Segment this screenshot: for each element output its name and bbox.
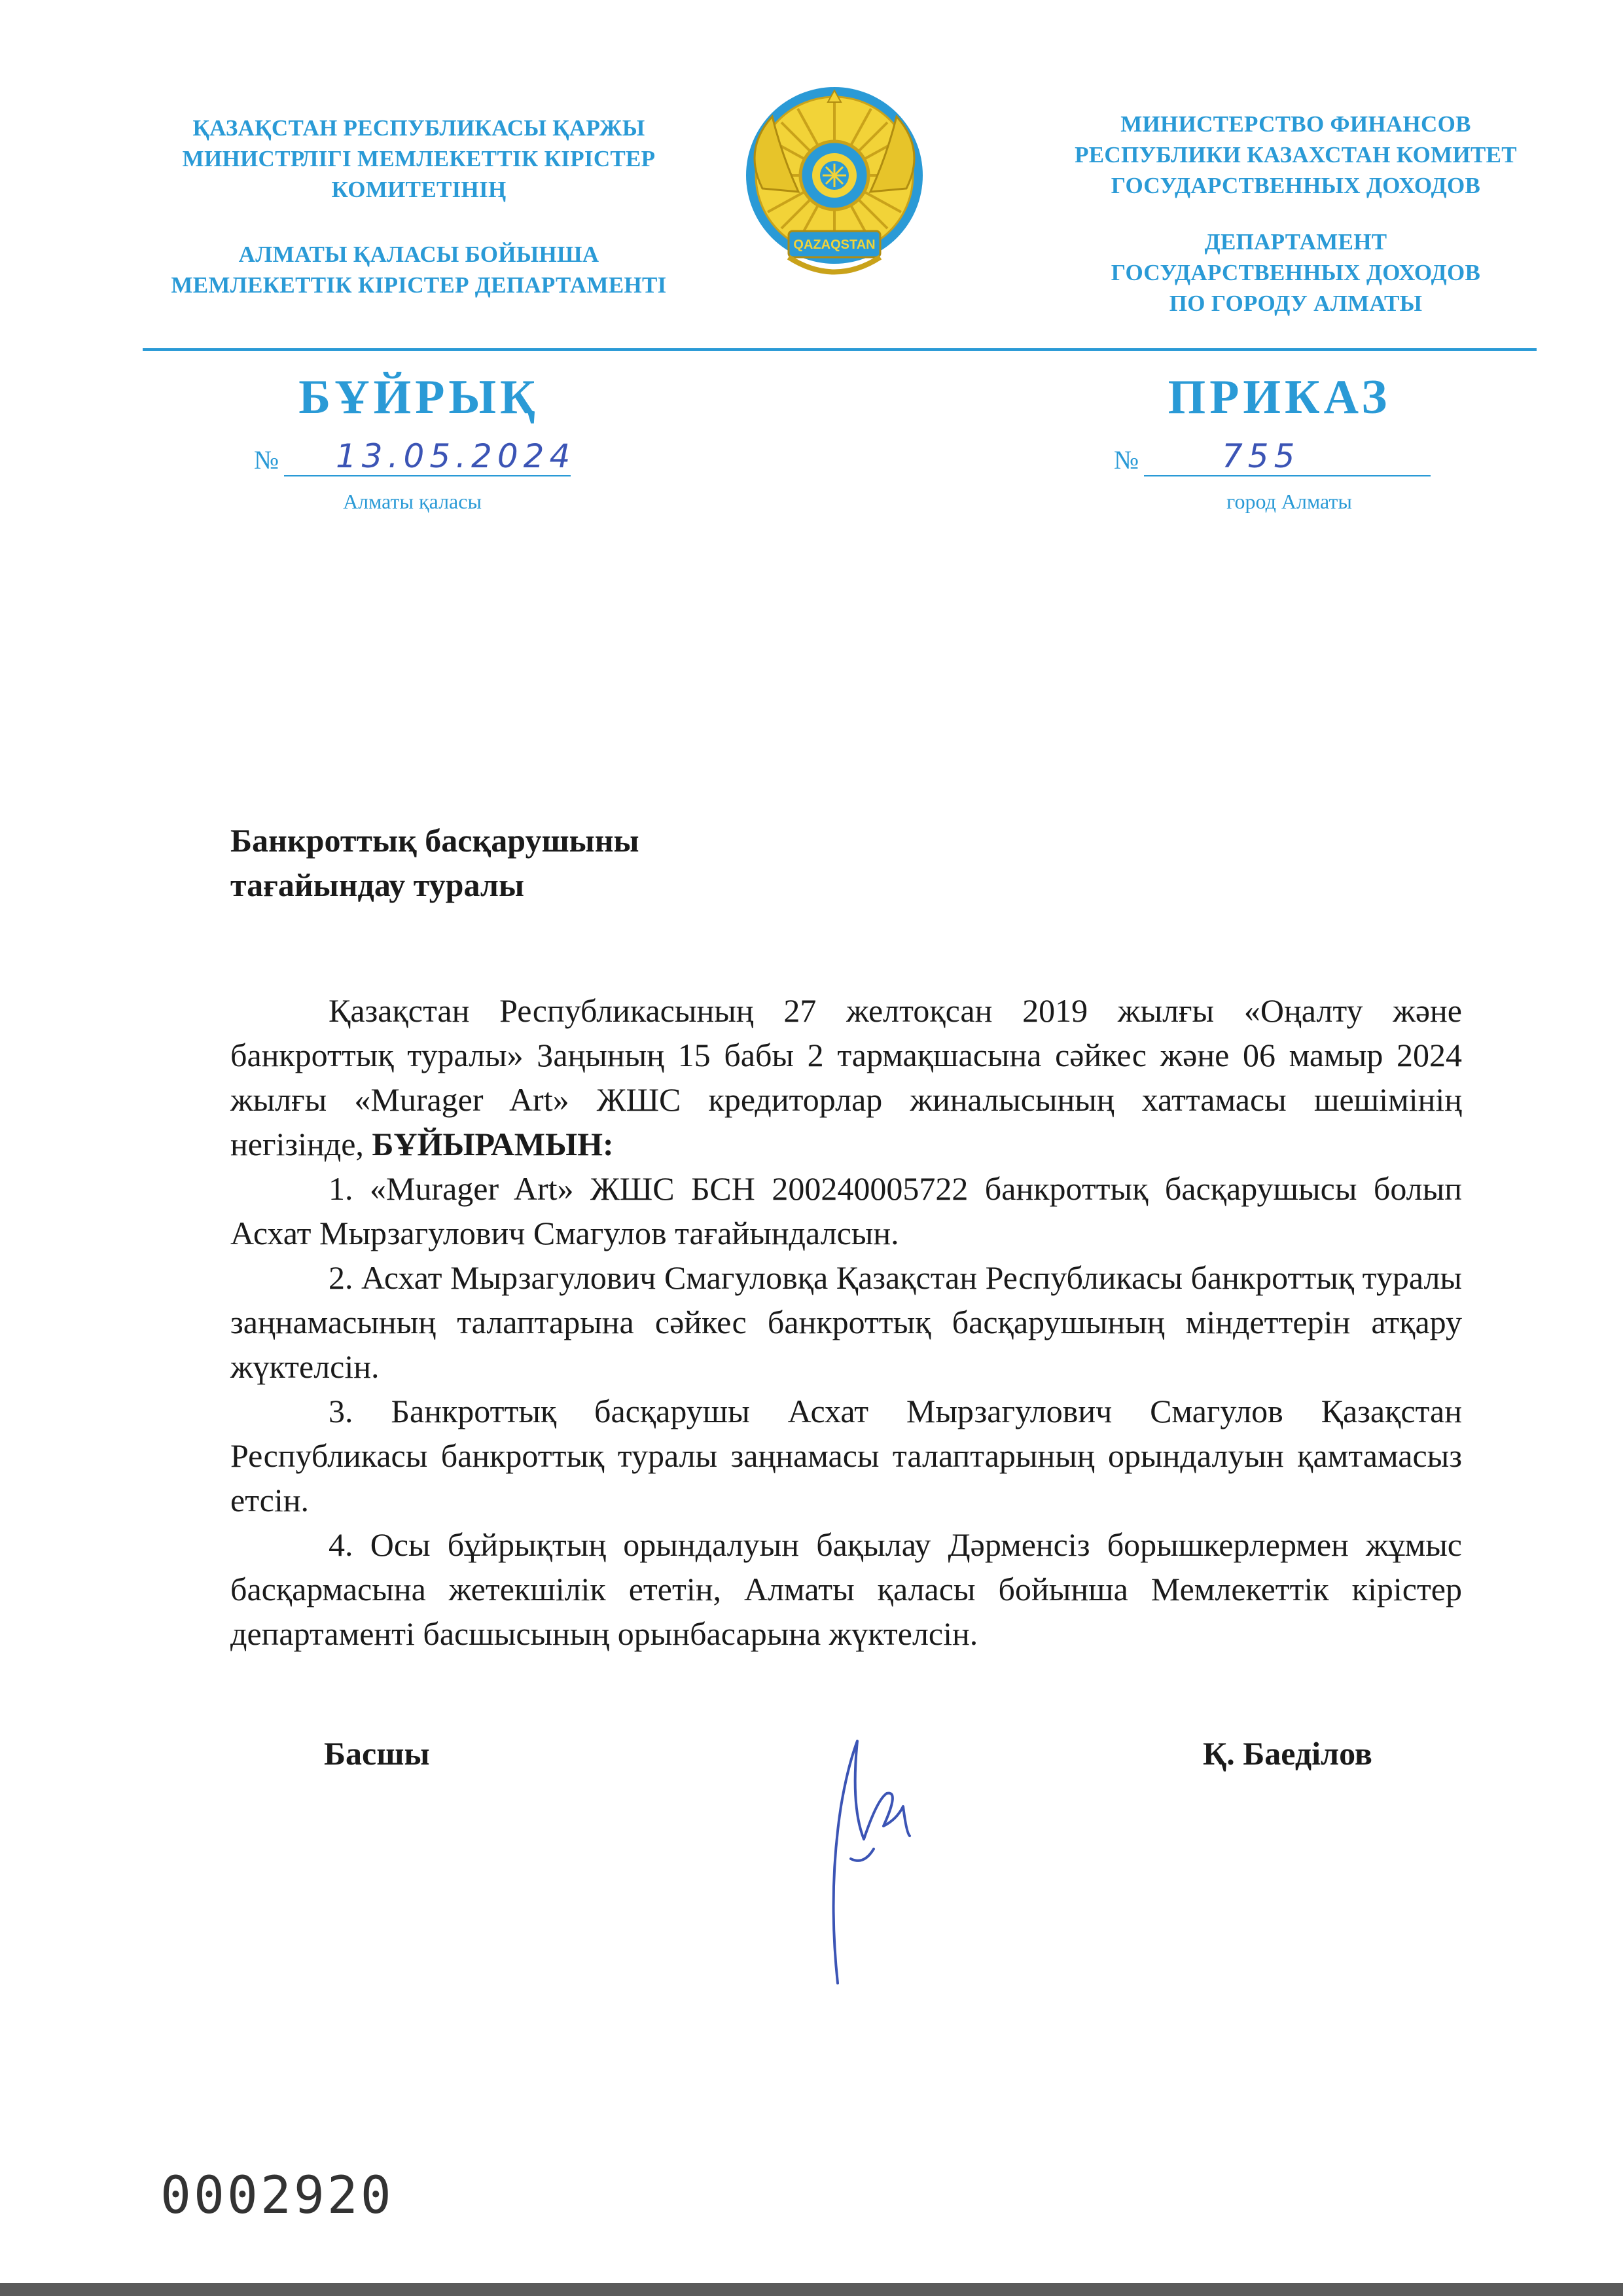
state-emblem-icon [736, 77, 933, 293]
doc-type-ru: ПРИКАЗ [1168, 370, 1391, 424]
city-ru: город Алматы [1226, 490, 1352, 513]
body-item-4: 4. Осы бұйрықтың орындалуын бақылау Дәрменсіз борышкерлермен жұмыс басқармасына жетекшілік ететін, Алматы қаласы бойынша Мемлекеттік кірістер департаменті басшысының орынбасарына жүктелсін. [230, 1526, 1462, 1652]
doc-type-kz: БҰЙРЫҚ [298, 370, 539, 424]
body-item-3: 3. Банкроттық басқарушы Асхат Мырзагулович Смагулов Қазақстан Республикасы банкроттық туралы заңнамасы талаптарының орындалуын қамтамасыз етсін. [230, 1393, 1462, 1518]
body-intro [230, 988, 1462, 1166]
handwritten-date: 13.05.2024 [336, 437, 576, 475]
body-item-1: 1. «Murager Art» ЖШС БСН 200240005722 банкроттық басқарушысы болып Асхат Мырзагулович Смагулов тағайындалсын. [230, 1170, 1462, 1251]
emblem-caption: QAZAQSTAN [793, 238, 876, 252]
header-kz-department: АЛМАТЫ ҚАЛАСЫ БОЙЫНША МЕМЛЕКЕТТІК КІРІСТЕР ДЕПАРТАМЕНТІ [171, 242, 667, 298]
signatory-name: Қ. Баеділов [1203, 1735, 1372, 1772]
body-item-2: 2. Асхат Мырзагулович Смагуловқа Қазақстан Республикасы банкроттық туралы заңнамасының талаптарына сәйкес банкроттық басқарушының міндеттерін атқару жүктелсін. [230, 1259, 1462, 1385]
signatory-position: Басшы [324, 1735, 430, 1772]
header-divider [143, 348, 1537, 351]
number-underline [1144, 475, 1431, 476]
handwritten-number: 755 [1222, 437, 1300, 475]
number-field-ru [1114, 437, 1431, 476]
header-kz-organization: ҚАЗАҚСТАН РЕСПУБЛИКАСЫ ҚАРЖЫ МИНИСТРЛІГІ МЕМЛЕКЕТТІК КІРІСТЕР КОМИТЕТІНІҢ [182, 115, 656, 202]
order-subject: Банкроттық басқарушыны тағайындау туралы [230, 822, 639, 903]
number-underline [284, 475, 571, 476]
serial-number: 0002920 [160, 2166, 394, 2225]
number-sign: № [1114, 445, 1139, 475]
header-ru-organization: МИНИСТЕРСТВО ФИНАНСОВ РЕСПУБЛИКИ КАЗАХСТАН КОМИТЕТ ГОСУДАРСТВЕННЫХ ДОХОДОВ [1075, 111, 1517, 198]
header-ru-department: ДЕПАРТАМЕНТ ГОСУДАРСТВЕННЫХ ДОХОДОВ ПО ГОРОДУ АЛМАТЫ [1111, 229, 1481, 316]
date-field-kz [254, 437, 576, 476]
handwritten-signature [812, 1728, 929, 1990]
scan-edge [0, 2283, 1623, 2296]
order-body [230, 988, 1462, 1656]
decree-word: БҰЙЫРАМЫН: [372, 1126, 614, 1162]
number-sign: № [254, 445, 279, 475]
intro-text: Қазақстан Республикасының 27 желтоқсан 2019 жылғы «Оңалту және банкроттық туралы» Заңының 15 бабы 2 тармақшасына сәйкес және 06 мамыр 2024 жылғы «Murager Art» ЖШС кредиторлар жиналысының хаттамасы шешімінің негізінде, [230, 992, 1462, 1162]
city-kz: Алматы қаласы [343, 490, 482, 513]
